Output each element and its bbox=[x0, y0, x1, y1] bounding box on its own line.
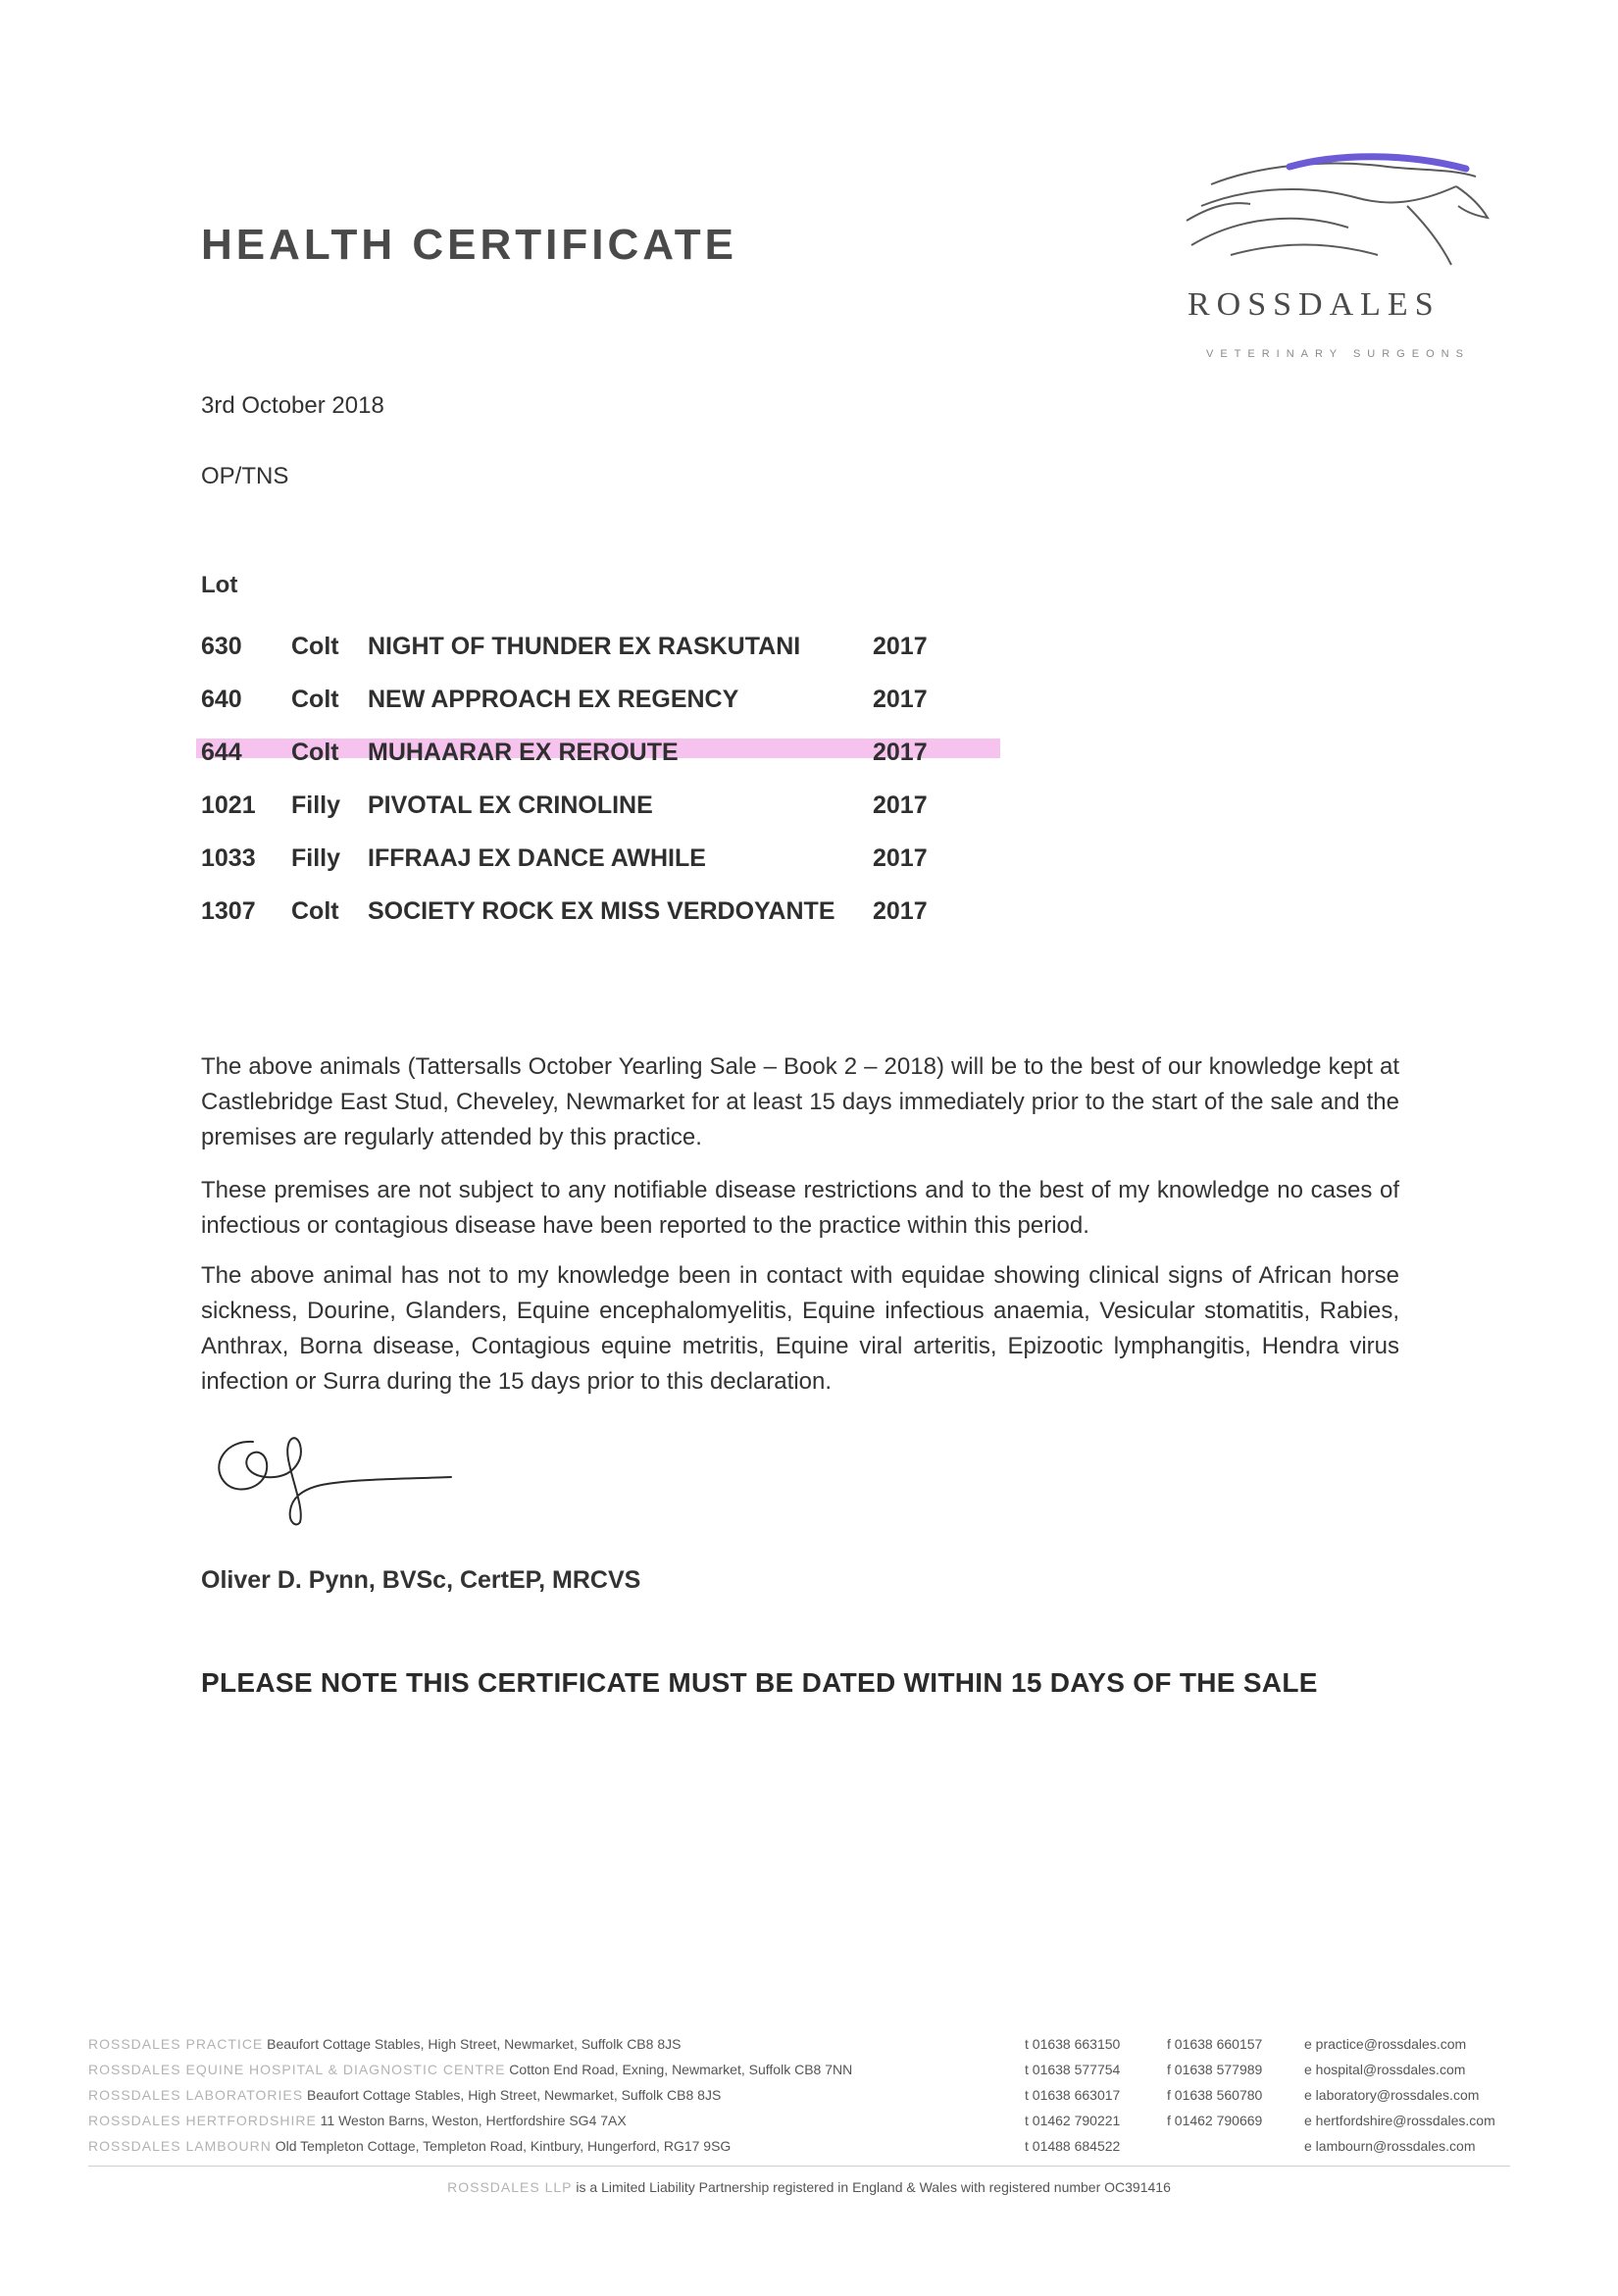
office-row bbox=[88, 2138, 731, 2164]
lot-sex: Filly bbox=[291, 791, 341, 819]
lot-number: 630 bbox=[201, 632, 242, 660]
office-tel: t 01488 684522 bbox=[1025, 2138, 1121, 2154]
lot-sex: Colt bbox=[291, 896, 339, 925]
office-tel: t 01638 663150 bbox=[1025, 2036, 1121, 2052]
lot-year: 2017 bbox=[873, 791, 928, 819]
table-row bbox=[201, 620, 951, 673]
office-name: ROSSDALES PRACTICE bbox=[88, 2036, 264, 2052]
paragraph-contact-declaration: The above animal has not to my knowledge been in contact with equidae showing clinical signs of African horse sickness, Dourine, Glanders, Equine encephalomyelitis, Equine infectious anaemia, Vesicular stomatitis, Rabies, Anthrax, Borna disease, Contagious equine metritis, Equine viral arteritis, Epizootic lymphangitis, Hendra virus infection or Surra during the 15 days prior to this declaration. bbox=[201, 1262, 1399, 1395]
office-name: ROSSDALES LABORATORIES bbox=[88, 2087, 304, 2103]
table-row bbox=[201, 779, 951, 832]
office-address: 11 Weston Barns, Weston, Hertfordshire SG4 7AX bbox=[320, 2113, 627, 2128]
lot-number: 1033 bbox=[201, 843, 256, 872]
lot-number: 640 bbox=[201, 685, 242, 713]
lot-year: 2017 bbox=[873, 685, 928, 713]
lot-name: NIGHT OF THUNDER EX RASKUTANI bbox=[368, 632, 801, 660]
office-name: ROSSDALES HERTFORDSHIRE bbox=[88, 2113, 317, 2128]
office-row bbox=[88, 2113, 627, 2138]
office-name: ROSSDALES LAMBOURN bbox=[88, 2138, 272, 2154]
legal-text: is a Limited Liability Partnership registered in England & Wales with registered number OC391416 bbox=[576, 2179, 1171, 2195]
lot-number: 1307 bbox=[201, 896, 256, 925]
legal-notice bbox=[0, 2179, 1618, 2195]
office-tel: t 01462 790221 bbox=[1025, 2113, 1121, 2128]
table-row bbox=[201, 726, 951, 779]
office-fax: f 01462 790669 bbox=[1167, 2113, 1263, 2128]
rossdales-logo bbox=[1172, 147, 1495, 373]
office-address: Old Templeton Cottage, Templeton Road, Kintbury, Hungerford, RG17 9SG bbox=[275, 2138, 732, 2154]
table-row bbox=[201, 885, 951, 938]
lot-sex: Filly bbox=[291, 843, 341, 872]
paragraph-sale-premises: The above animals (Tattersalls October Yearling Sale – Book 2 – 2018) will be to the best of our knowledge kept at Castlebridge East Stud, Cheveley, Newmarket for at least 15 days immediately prior to the start of the sale and the premises are regularly attended by this practice. bbox=[201, 1053, 1399, 1150]
lot-name: MUHAARAR EX REROUTE bbox=[368, 738, 679, 766]
lot-sex: Colt bbox=[291, 685, 339, 713]
lot-sex: Colt bbox=[291, 738, 339, 766]
reference-code: OP/TNS bbox=[201, 463, 289, 489]
office-tel: t 01638 577754 bbox=[1025, 2062, 1121, 2077]
signature-image bbox=[206, 1420, 461, 1528]
office-row bbox=[88, 2036, 681, 2062]
paragraph-restrictions: These premises are not subject to any notifiable disease restrictions and to the best of my knowledge no cases of infectious or contagious disease have been reported to the practice within this period. bbox=[201, 1177, 1399, 1239]
lot-name: IFFRAAJ EX DANCE AWHILE bbox=[368, 843, 706, 872]
lot-name: PIVOTAL EX CRINOLINE bbox=[368, 791, 653, 819]
office-fax: f 01638 560780 bbox=[1167, 2087, 1263, 2103]
lot-sex: Colt bbox=[291, 632, 339, 660]
office-email: e hertfordshire@rossdales.com bbox=[1304, 2113, 1495, 2128]
lots-heading: Lot bbox=[201, 572, 238, 598]
page-title: HEALTH CERTIFICATE bbox=[201, 221, 737, 269]
office-row bbox=[88, 2062, 852, 2087]
logo-name: ROSSDALES bbox=[1188, 286, 1441, 323]
lot-name: SOCIETY ROCK EX MISS VERDOYANTE bbox=[368, 896, 835, 925]
lot-number: 1021 bbox=[201, 791, 256, 819]
lot-year: 2017 bbox=[873, 843, 928, 872]
office-fax: f 01638 577989 bbox=[1167, 2062, 1263, 2077]
lot-year: 2017 bbox=[873, 738, 928, 766]
lot-year: 2017 bbox=[873, 632, 928, 660]
lot-year: 2017 bbox=[873, 896, 928, 925]
office-address: Cotton End Road, Exning, Newmarket, Suffolk CB8 7NN bbox=[509, 2062, 853, 2077]
horse-logo-icon bbox=[1172, 147, 1495, 284]
office-name: ROSSDALES EQUINE HOSPITAL & DIAGNOSTIC CENTRE bbox=[88, 2062, 506, 2077]
certificate-note: PLEASE NOTE THIS CERTIFICATE MUST BE DATED WITHIN 15 DAYS OF THE SALE bbox=[201, 1667, 1318, 1698]
office-address: Beaufort Cottage Stables, High Street, Newmarket, Suffolk CB8 8JS bbox=[267, 2036, 682, 2052]
office-fax: f 01638 660157 bbox=[1167, 2036, 1263, 2052]
office-email: e practice@rossdales.com bbox=[1304, 2036, 1467, 2052]
lots-table bbox=[201, 620, 951, 938]
table-row bbox=[201, 832, 951, 885]
logo-subtitle: VETERINARY SURGEONS bbox=[1206, 348, 1470, 360]
office-email: e laboratory@rossdales.com bbox=[1304, 2087, 1480, 2103]
office-email: e hospital@rossdales.com bbox=[1304, 2062, 1466, 2077]
office-tel: t 01638 663017 bbox=[1025, 2087, 1121, 2103]
office-email: e lambourn@rossdales.com bbox=[1304, 2138, 1476, 2154]
signatory-name: Oliver D. Pynn, BVSc, CertEP, MRCVS bbox=[201, 1566, 641, 1594]
certificate-date: 3rd October 2018 bbox=[201, 392, 384, 419]
lot-number: 644 bbox=[201, 738, 242, 766]
legal-company-name: ROSSDALES LLP bbox=[447, 2179, 573, 2195]
office-row bbox=[88, 2087, 721, 2113]
lot-name: NEW APPROACH EX REGENCY bbox=[368, 685, 739, 713]
table-row bbox=[201, 673, 951, 726]
footer-divider bbox=[88, 2166, 1510, 2167]
office-address: Beaufort Cottage Stables, High Street, Newmarket, Suffolk CB8 8JS bbox=[307, 2087, 722, 2103]
